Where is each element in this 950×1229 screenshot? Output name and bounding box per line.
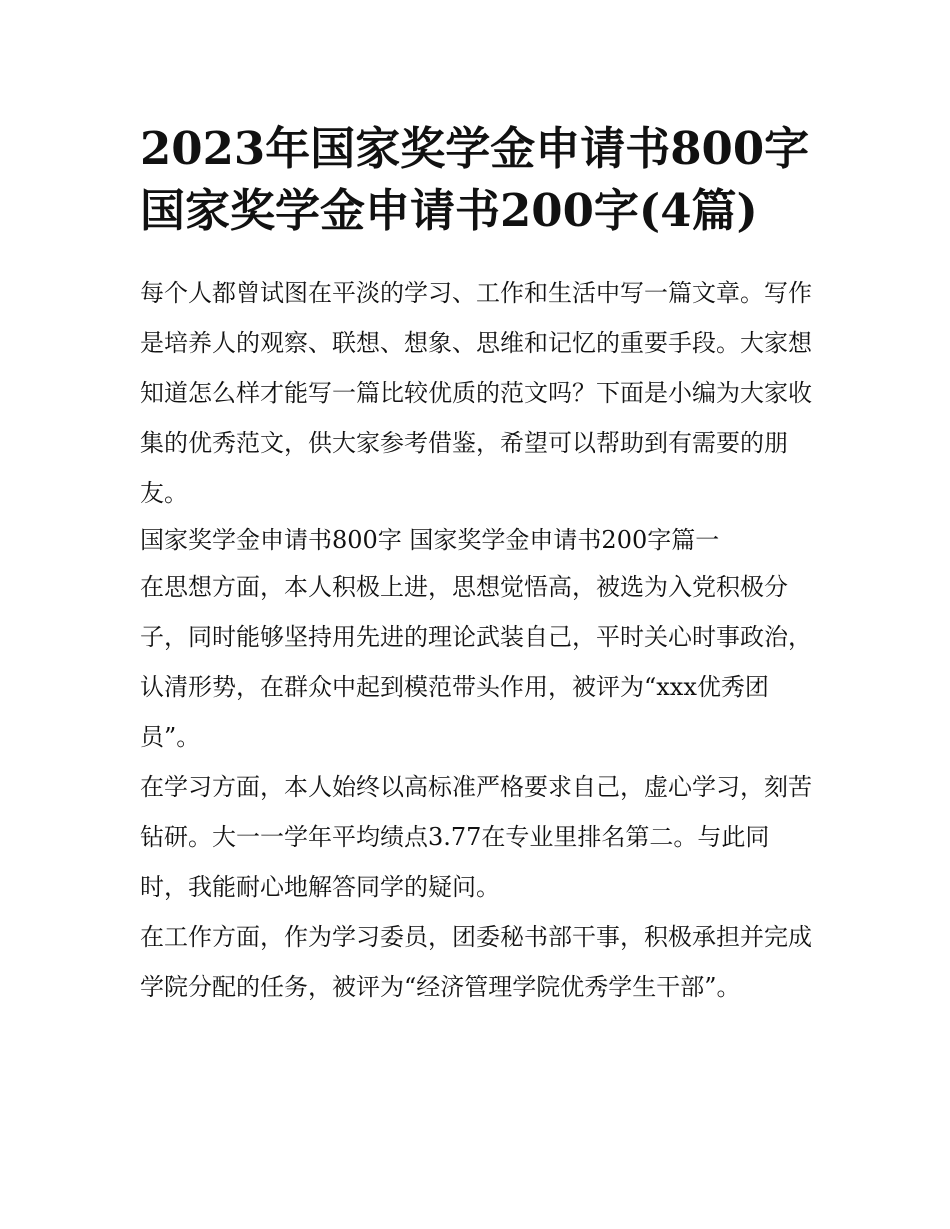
document-page (140, 118, 816, 1012)
paragraph-study: 在学习方面，本人始终以高标准严格要求自己，虚心学习，刻苦钻研。大一一学年平均绩点3.77在专业里排名第二。与此同时，我能耐心地解答同学的疑问。 (140, 773, 812, 901)
paragraph-work: 在工作方面，作为学习委员，团委秘书部干事，积极承担并完成学院分配的任务，被评为“经济管理学院优秀学生干部”。 (140, 923, 812, 1001)
section-heading: 国家奖学金申请书800字 国家奖学金申请书200字篇一 (140, 526, 720, 554)
intro-paragraph: 每个人都曾试图在平淡的学习、工作和生活中写一篇文章。写作是培养人的观察、联想、想象、思维和记忆的重要手段。大家想知道怎么样才能写一篇比较优质的范文吗？下面是小编为大家收集的优秀范文，供大家参考借鉴，希望可以帮助到有需要的朋友。 (140, 279, 812, 507)
document-title: 2023年国家奖学金申请书800字 国家奖学金申请书200字(4篇) (140, 122, 810, 237)
paragraph-ideology: 在思想方面，本人积极上进，思想觉悟高，被选为入党积极分子，同时能够坚持用先进的理论武装自己，平时关心时事政治，认清形势，在群众中起到模范带头作用，被评为“xxx优秀团员”。 (140, 573, 812, 751)
